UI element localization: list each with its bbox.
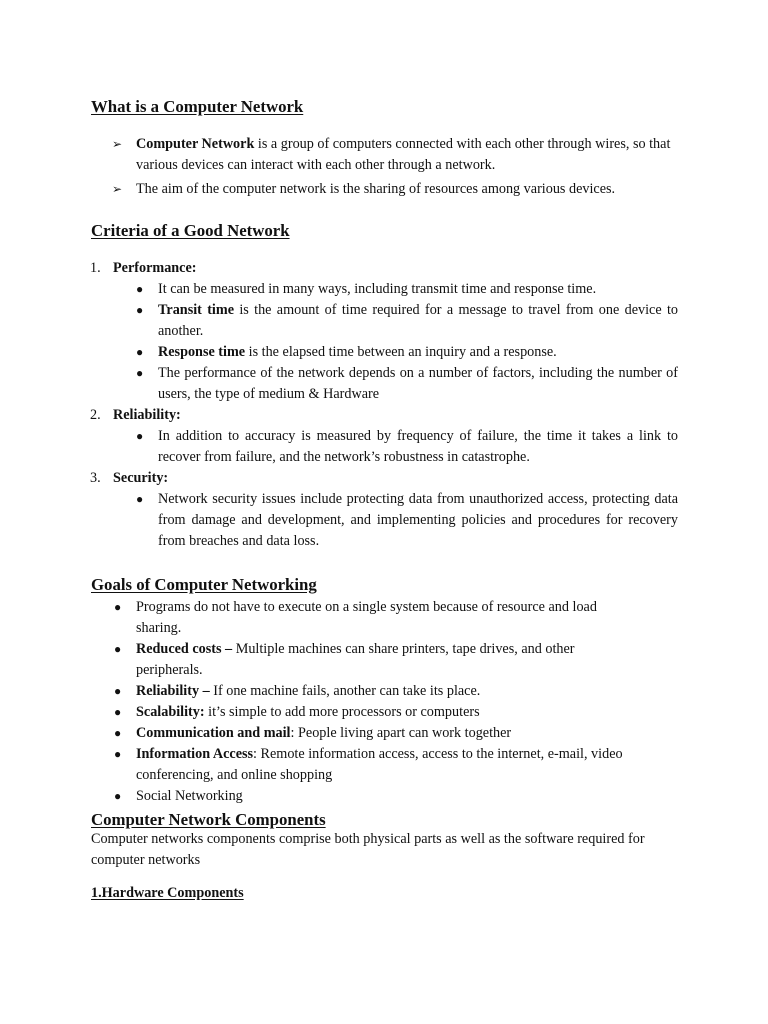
- sub-item-text: The performance of the network depends on a number of factors, including the number of users, the type of medium & Hardware: [158, 365, 678, 402]
- sub-item-text: In addition to accuracy is measured by frequency of failure, the time it takes a link to recover from failure, and the network’s robustness in catastrophe.: [158, 428, 678, 465]
- goal-text: Programs do not have to execute on a single system because of resource and load sharing.: [136, 599, 597, 636]
- term-response-time: Response time: [158, 344, 246, 360]
- heading-hardware-components: 1.Hardware Components: [91, 885, 244, 901]
- sub-item: [0, 426, 678, 468]
- criteria-title: Performance:: [113, 260, 197, 276]
- criteria-item-performance: [0, 258, 768, 279]
- sub-item: [0, 489, 678, 552]
- goal-text: Social Networking: [136, 788, 243, 804]
- heading-criteria: Criteria of a Good Network: [91, 221, 290, 240]
- bullet-icon: ●: [114, 789, 122, 803]
- goal-item: [0, 639, 636, 681]
- goal-item: [0, 597, 636, 639]
- arrow-bullet-icon: ➢: [112, 137, 123, 151]
- heading-goals: Goals of Computer Networking: [91, 575, 317, 594]
- goal-text: Multiple machines can share printers, tape drives, and other peripherals.: [136, 641, 575, 678]
- components-paragraph: Computer networks components comprise both physical parts as well as the software required for computer networks: [91, 831, 645, 868]
- heading-what-is-network: What is a Computer Network: [91, 97, 304, 116]
- goal-item: [0, 681, 636, 702]
- bullet-icon: ●: [114, 600, 122, 614]
- term-computer-network: Computer Network: [136, 136, 255, 152]
- bullet-icon: ●: [136, 492, 144, 506]
- sub-item: [0, 342, 678, 363]
- bullet-icon: ●: [114, 726, 122, 740]
- bullet-icon: ●: [136, 303, 144, 317]
- arrow-bullet-icon: ➢: [112, 182, 123, 196]
- goal-text: If one machine fails, another can take its place.: [209, 683, 481, 699]
- goal-item: [0, 702, 636, 723]
- sub-item-text: Network security issues include protecting data from unauthorized access, protecting data from damage and development, and implementing policies and procedures for recovery from breaches and data loss.: [158, 491, 678, 549]
- sub-item: [0, 300, 678, 342]
- criteria-title: Reliability:: [113, 407, 181, 423]
- goal-term: Reduced costs –: [136, 641, 233, 657]
- goal-text: : Remote information access, access to the internet, e-mail, video conferencing, and online shopping: [136, 746, 623, 783]
- list-number: 2.: [90, 407, 101, 423]
- intro-item-1-text: is a group of computers connected with each other through wires, so that various devices can interact with each other through a network.: [136, 136, 671, 173]
- intro-item-2-text: The aim of the computer network is the sharing of resources among various devices.: [136, 181, 616, 197]
- term-transit-time: Transit time: [158, 302, 234, 318]
- intro-item-1: [0, 134, 678, 176]
- criteria-item-security: [0, 468, 768, 489]
- bullet-icon: ●: [136, 345, 144, 359]
- sub-item-text: It can be measured in many ways, including transmit time and response time.: [158, 281, 597, 297]
- criteria-title: Security:: [113, 470, 169, 486]
- goal-item: [0, 723, 636, 744]
- goal-text: : People living apart can work together: [290, 725, 512, 741]
- heading-components: Computer Network Components: [91, 810, 326, 829]
- goal-item: [0, 786, 636, 807]
- criteria-item-reliability: [0, 405, 768, 426]
- bullet-icon: ●: [136, 429, 144, 443]
- goal-text: it’s simple to add more processors or computers: [204, 704, 480, 720]
- goal-term: Information Access: [136, 746, 254, 762]
- bullet-icon: ●: [136, 282, 144, 296]
- sub-item: [0, 363, 678, 405]
- sub-item-text: is the elapsed time between an inquiry and a response.: [245, 344, 557, 360]
- goal-term: Scalability:: [136, 704, 205, 720]
- sub-item: [0, 279, 678, 300]
- intro-item-2: [0, 179, 678, 200]
- goal-term: Communication and mail: [136, 725, 291, 741]
- intro-list: [0, 134, 768, 200]
- bullet-icon: ●: [114, 705, 122, 719]
- list-number: 1.: [90, 260, 101, 276]
- bullet-icon: ●: [114, 642, 122, 656]
- goals-list: [0, 597, 768, 807]
- sub-item-text: is the amount of time required for a message to travel from one device to another.: [158, 302, 678, 339]
- bullet-icon: ●: [114, 747, 122, 761]
- goal-item: [0, 744, 636, 786]
- bullet-icon: ●: [114, 684, 122, 698]
- criteria-list: [0, 258, 768, 552]
- goal-term: Reliability –: [136, 683, 210, 699]
- bullet-icon: ●: [136, 366, 144, 380]
- list-number: 3.: [90, 470, 101, 486]
